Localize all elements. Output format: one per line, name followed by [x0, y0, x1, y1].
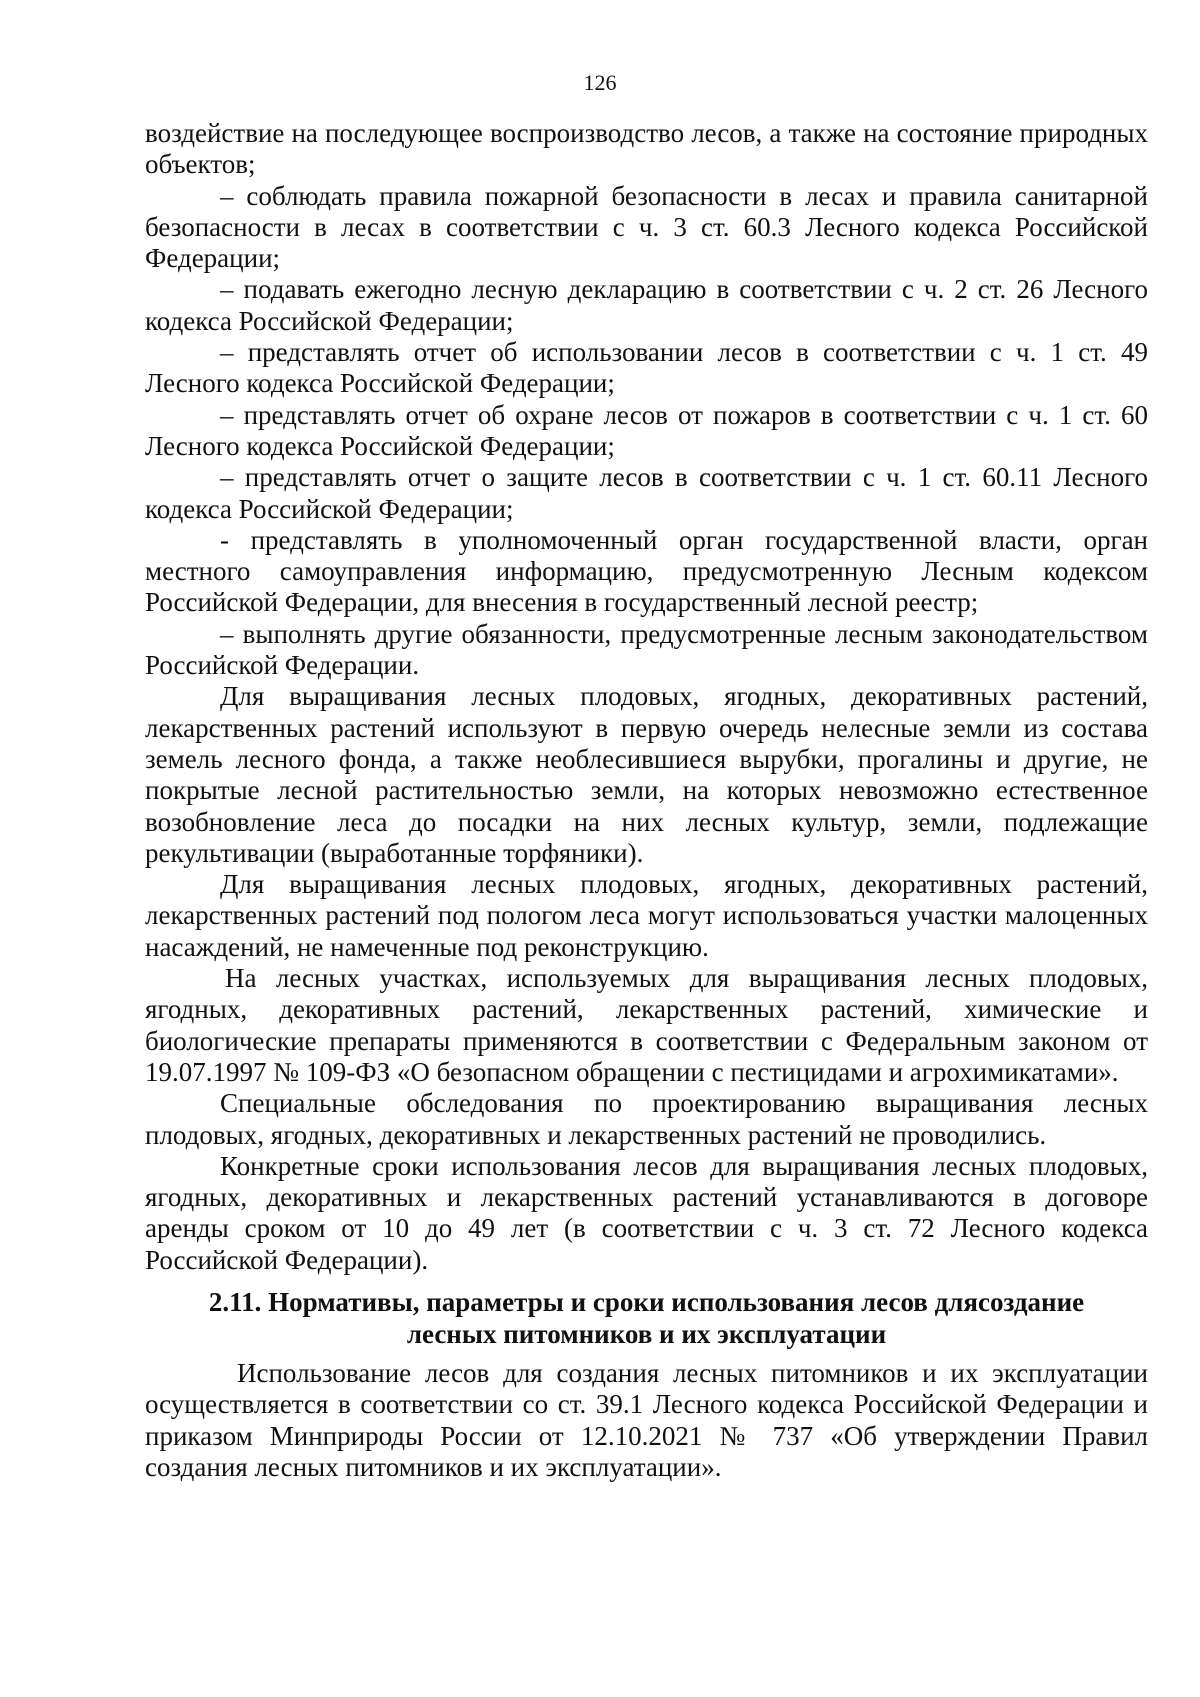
section-heading-line1: 2.11. Нормативы, параметры и сроки использования лесов длясоздание [208, 1286, 1085, 1317]
section-heading-line2: лесных питомников и их эксплуатации [406, 1318, 887, 1349]
list-item-other-duties: – выполнять другие обязанности, предусмотренные лесным законодательством Российской Федерации. [145, 618, 1148, 681]
paragraph-special-surveys: Специальные обследования по проектированию выращивания лесных плодовых, ягодных, декоративных и лекарственных растений не проводились. [145, 1088, 1148, 1150]
section-heading [145, 1286, 1148, 1350]
paragraph-under-canopy: Для выращивания лесных плодовых, ягодных, декоративных растений, лекарственных растений под пологом леса могут использоваться участки малоценных насаждений, не намеченные под реконструкцию. [145, 869, 1148, 962]
list-item-registry-info: - представлять в уполномоченный орган государственной власти, орган местного самоуправления информацию, предусмотренную Лесным кодексом Российской Федерации, для внесения в государственный лесной реестр; [145, 524, 1148, 618]
list-item-fire-safety: – соблюдать правила пожарной безопасности в лесах и правила санитарной безопасности в лесах в соответствии с ч. 3 ст. 60.3 Лесного кодекса Российской Федерации; [145, 180, 1148, 274]
list-item-fire-protection-report: – представлять отчет об охране лесов от пожаров в соответствии с ч. 1 ст. 60 Лесного кодекса Российской Федерации; [145, 399, 1148, 461]
document-body [145, 118, 1148, 1483]
paragraph-nurseries: Использование лесов для создания лесных питомников и их эксплуатации осуществляется в соответствии со ст. 39.1 Лесного кодекса Российской Федерации и приказом Минприроды России от 12.10.2021 № 737 «Об утверждении Правил создания лесных питомников и их эксплуатации». [145, 1357, 1148, 1482]
paragraph-chemicals: На лесных участках, используемых для выращивания лесных плодовых, ягодных, декоративных растений, лекарственных растений, химические и биологические препараты применяются в соответствии с Федеральным законом от 19.07.1997 № 109-ФЗ «О безопасном обращении с пестицидами и агрохимикатами». [145, 963, 1148, 1087]
paragraph-lands-for-growing: Для выращивания лесных плодовых, ягодных, декоративных растений, лекарственных растений используют в первую очередь нелесные земли из состава земель лесного фонда, а также необлесившиеся вырубки, прогалины и другие, не покрытые лесной растительностью земли, на которых невозможно естественное возобновление леса до посадки на них лесных культур, земли, подлежащие рекультивации (выработанные торфяники). [145, 681, 1148, 868]
page-number: 126 [583, 70, 617, 95]
list-item-usage-report: – представлять отчет об использовании лесов в соответствии с ч. 1 ст. 49 Лесного кодекса Российской Федерации; [145, 337, 1148, 399]
list-item-forest-declaration: – подавать ежегодно лесную декларацию в соответствии с ч. 2 ст. 26 Лесного кодекса Российской Федерации; [145, 274, 1148, 336]
list-item-forest-protection-report: – представлять отчет о защите лесов в соответствии с ч. 1 ст. 60.11 Лесного кодекса Российской Федерации; [145, 462, 1148, 524]
paragraph-lease-terms: Конкретные сроки использования лесов для выращивания лесных плодовых, ягодных, декоративных и лекарственных растений устанавливаются в договоре аренды сроком от 10 до 49 лет (в соответствии с ч. 3 ст. 72 Лесного кодекса Российской Федерации). [145, 1150, 1148, 1275]
paragraph-continuation: воздействие на последующее воспроизводство лесов, а также на состояние природных объектов; [145, 118, 1148, 180]
